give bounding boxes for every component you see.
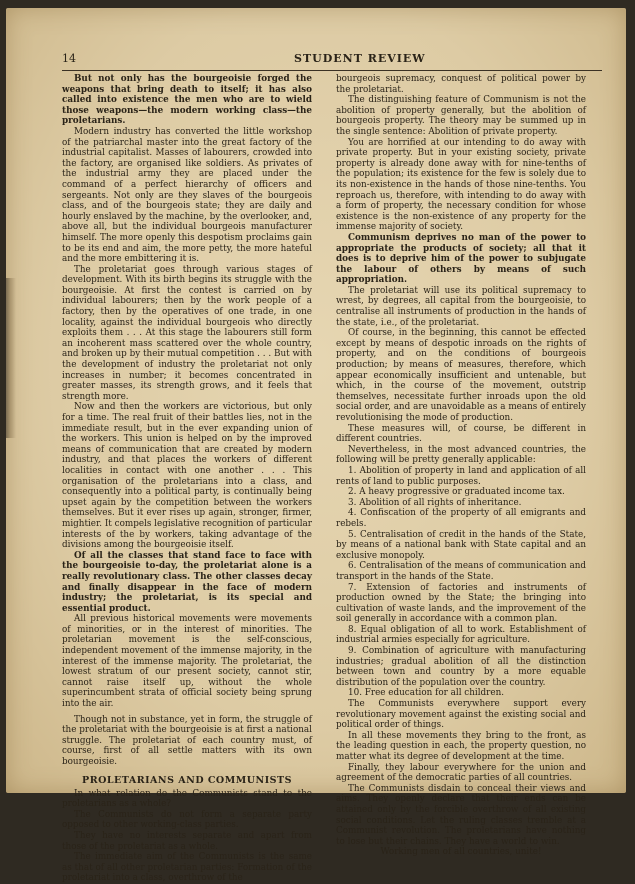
- paragraph: Of course, in the beginning, this cannot be effected except by means of despotic inroads on the rights of property, and on the conditions of bourgeois production; by means of measures, therefore, which appear economically insufficient and untenable, but which, in the course of the movement, outstrip themselves, necessitate further inroads upon the old social order, and are unavoidable as a means of entirely revolutionising the mode of production.: [336, 328, 586, 423]
- paragraph: bourgeois supremacy, conquest of political power by the proletariat.: [336, 74, 586, 95]
- paragraph: All previous historical movements were movements of minorities, or in the interest of minorities. The proletarian movement is the self-conscious, independent movement of the immense majority, in the interest of the immense majority. The proletariat, the lowest stratum of our present society, cannot stir, cannot raise itself up, without the whole superincumbent strata of official society being sprung into the air.: [62, 614, 312, 710]
- paragraph: The proletariat goes through various stages of development. With its birth begins its struggle with the bourgeoisie. At first the contest is carried on by individual labourers; then by the work people of a factory, then by the operatives of one trade, in one locality, against the individual bourgeois who directly exploits them . . . At this stage the labourers still form an incoherent mass scattered over the whole country, and broken up by their mutual competition . . . But with the development of industry the proletariat not only increases in number; it becomes concentrated in greater masses, its strength grows, and it feels that strength more.: [62, 264, 312, 402]
- paragraph: In what relation do the Communists stand to the proletarians as a whole?: [62, 788, 312, 810]
- page-number: 14: [62, 52, 76, 65]
- paragraph: The immediate aim of the Communists is the same as that of all other proletarian parties: Formation of the proletariat into a class, overthrow of the: [62, 852, 312, 884]
- paragraph: 6. Centralisation of the means of communication and transport in the hands of the State.: [336, 561, 586, 582]
- paragraph: Communism deprives no man of the power to appropriate the products of society; all that it does is to deprive him of the power to subjugate the labour of others by means of such appropriation.: [336, 232, 586, 286]
- paragraph: The Communists do not form a separate party opposed to other working-class parties.: [62, 809, 312, 831]
- right-column: [336, 74, 586, 858]
- paragraph: Now and then the workers are victorious, but only for a time. The real fruit of their battles lies, not in the immediate result, but in the ever expanding union of the workers. This union is helped on by the improved means of communication that are created by modern industry, and that places the workers of different localities in contact with one another . . . This organisation of the proletarians into a class, and consequently into a political party, is continually being upset again by the competition between the workers themselves. But it ever rises up again, stronger, firmer, mightier. It compels legislative recognition of particular interests of the by workers, taking advantage of the divisions among the bourgeoisie itself.: [62, 402, 313, 551]
- paragraph: Finally, they labour everywhere for the union and agreement of the democratic parties of all countries.: [336, 762, 586, 784]
- publication-title: STUDENT REVIEW: [294, 52, 426, 65]
- paragraph: But not only has the bourgeoisie forged the weapons that bring death to itself; it has also called into existence the men who are to wield those weapons—the modern working class—the proletarians.: [62, 74, 312, 127]
- paragraph: You are horrified at our intending to do away with private property. But in your existing society, private property is already done away with for nine-tenths of the population; its existence for the few is solely due to its non-existence in the hands of those nine-tenths. You reproach us, therefore, with intending to do away with a form of property, the necessary condition for whose existence is the non-existence of any property for the immense majority of society.: [336, 137, 586, 233]
- running-header: [62, 52, 602, 71]
- paragraph: 10. Free education for all children.: [348, 688, 505, 699]
- paragraph: Of all the classes that stand face to face with the bourgeoisie to-day, the proletariat alone is a really revolutionary class. The other classes decay and finally disappear in the face of modern industry; the proletariat, is its special and essential product.: [62, 550, 312, 614]
- section-heading: PROLETARIANS AND COMMUNISTS: [82, 774, 292, 786]
- paragraph: In all these movements they bring to the front, as the leading question in each, the property question, no matter what its degree of development at the time.: [336, 730, 586, 762]
- paragraph: 5. Centralisation of credit in the hands of the State, by means of a national bank with State capital and an exclusive monopoly.: [336, 529, 586, 561]
- paragraph: 8. Equal obligation of all to work. Establishment of industrial armies especially for agriculture.: [336, 624, 586, 646]
- paragraph: 4. Confiscation of the property of all emigrants and rebels.: [336, 508, 586, 529]
- paragraph: 1. Abolition of property in land and application of all rents of land to public purposes.: [336, 465, 586, 487]
- paragraph: 9. Combination of agriculture with manufacturing industries; gradual abolition of all the distinction between town and country by a more equable distribution of the population over the country.: [336, 646, 586, 688]
- torn-edge: [6, 278, 16, 438]
- left-column: [62, 74, 313, 884]
- paragraph: Though not in substance, yet in form, the struggle of the proletariat with the bourgeoisie is at first a national struggle. The proletariat of each country must, of course, first of all settle matters with its own bourgeoisie.: [62, 714, 312, 767]
- paragraph: Working men of all countries, unite!: [380, 847, 542, 858]
- paragraph: The Communists everywhere support every revolutionary movement against the existing social and political order of things.: [336, 699, 586, 731]
- paragraph: Modern industry has converted the little workshop of the patriarchal master into the great factory of the industrial capitalist. Masses of labourers, crowded into the factory, are organised like soldiers. As privates of the industrial army they are placed under the command of a perfect hierarchy of officers and sergeants. Not only are they slaves of the bourgeois class, and of the bourgeois state; they are daily and hourly enslaved by the machine, by the overlooker, and, above all, but the individual bourgeois manufacturer himself. The more openly this despotism proclaims gain to be its end and aim, the more petty, the more hateful and the more embittering it is.: [62, 126, 312, 265]
- paragraph: 7. Extension of factories and instruments of production owned by the State; the bringing into cultivation of waste lands, and the improvement of the soil generally in accordance with a common plan.: [336, 582, 586, 625]
- paragraph: These measures will, of course, be different in different countries.: [336, 423, 586, 445]
- paragraph: The proletariat will use its political supremacy to wrest, by degrees, all capital from the bourgeoisie, to centralise all instruments of production in the hands of the state, i.e., of the proletariat.: [336, 285, 586, 328]
- paragraph: Nevertheless, in the most advanced countries, the following will be pretty generally applicable:: [336, 444, 586, 466]
- paragraph: 3. Abolition of all rights of inheritance.: [348, 497, 522, 508]
- paragraph: The Communists disdain to conceal their views and aims. They openly declare that their ends can be attained only by the forcible overthrow of all existing social conditions. Let the ruling classes tremble at a Communist revolution. The proletarians have nothing to lose but their chains. They have a world to win.: [336, 783, 586, 847]
- paragraph: 2. A heavy progressive or graduated income tax.: [348, 487, 565, 498]
- paragraph: They have no interests separate and apart from those of the proletariat as a whole.: [62, 830, 312, 852]
- document-page: [6, 8, 626, 884]
- paragraph: The distinguishing feature of Communism is not the abolition of property generally, but the abolition of bourgeois property. The theory may be summed up in the single sentence: Abolition of private property.: [336, 95, 586, 137]
